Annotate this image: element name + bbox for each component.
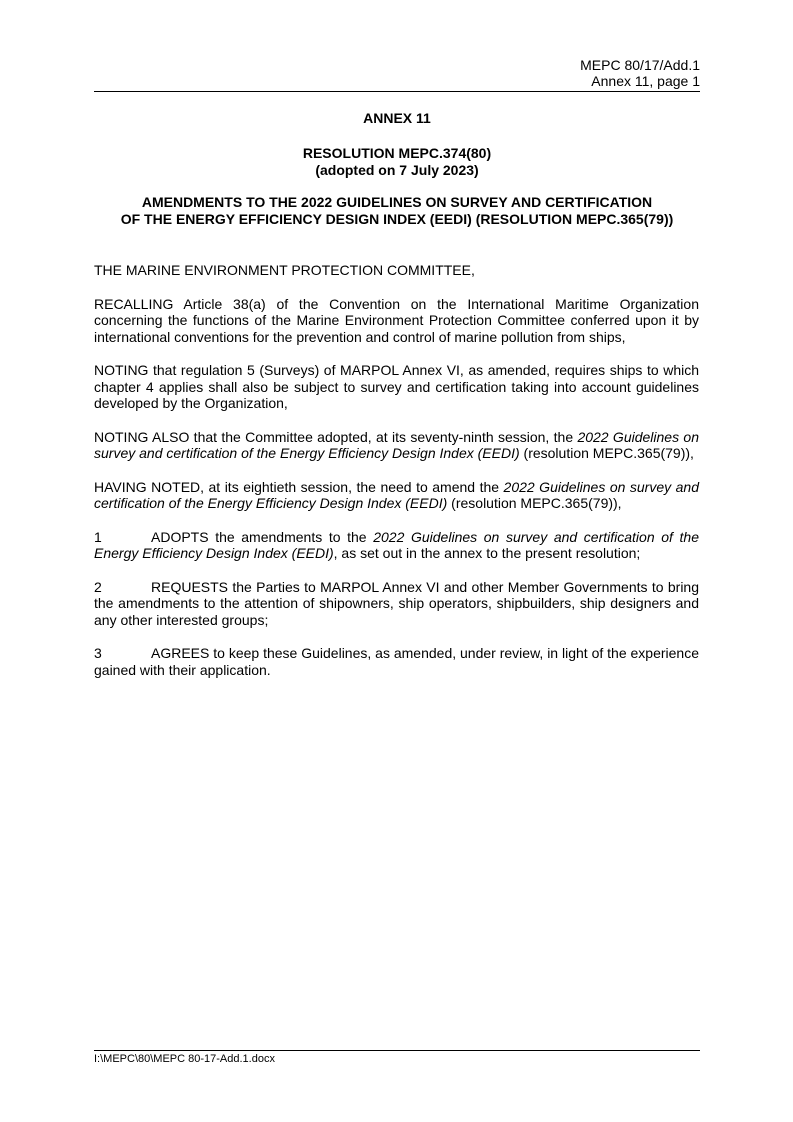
- paragraph-text: THE MARINE ENVIRONMENT PROTECTION COMMITTEE,: [94, 262, 475, 278]
- operative-paragraph: [94, 645, 699, 678]
- paragraph-text: AGREES to keep these Guidelines, as amended, under review, in light of the experience gained with their application.: [94, 645, 699, 678]
- preamble-paragraph: [94, 479, 699, 512]
- guidelines-title: 2022 Guidelines on survey and certification of the Energy Efficiency Design Index (EEDI): [94, 428, 699, 461]
- subject-heading: [94, 194, 700, 227]
- preamble-paragraph: [94, 429, 699, 462]
- guidelines-title: 2022 Guidelines on survey and certification of the Energy Efficiency Design Index (EEDI): [94, 478, 699, 511]
- paragraph-text: NOTING that regulation 5 (Surveys) of MARPOL Annex VI, as amended, requires ships to which chapter 4 applies shall also be subject to survey and certification taking into account guidelines developed by the Organization,: [94, 362, 699, 411]
- paragraph-number: 3: [94, 645, 102, 661]
- subject-line-2: OF THE ENERGY EFFICIENCY DESIGN INDEX (EEDI) (RESOLUTION MEPC.365(79)): [120, 210, 674, 227]
- footer-rule: [94, 1050, 700, 1051]
- preamble-paragraph: [94, 362, 699, 412]
- preamble-paragraph: [94, 262, 699, 279]
- operative-paragraph: [94, 529, 699, 562]
- paragraph-text: , as set out in the annex to the present resolution;: [333, 545, 641, 561]
- operative-paragraph: [94, 579, 699, 629]
- paragraph-text: REQUESTS the Parties to MARPOL Annex VI and other Member Governments to bring the amendments to the attention of shipowners, ship operators, shipbuilders, ship designers and any other interested groups;: [94, 578, 699, 628]
- resolution-body: [94, 262, 699, 695]
- paragraph-text: RECALLING Article 38(a) of the Convention on the International Maritime Organization concerning the functions of the Marine Environment Protection Committee conferred upon it by international conventions for the prevention and control of marine pollution from ships,: [94, 295, 699, 345]
- adoption-date: (adopted on 7 July 2023): [315, 161, 479, 178]
- page-reference: Annex 11, page 1: [591, 73, 700, 89]
- paragraph-number: 1: [94, 528, 102, 545]
- paragraph-number: 2: [94, 578, 102, 595]
- resolution-heading: [94, 145, 700, 178]
- document-reference: MEPC 80/17/Add.1: [580, 57, 700, 73]
- paragraph-text: (resolution MEPC.365(79)),: [447, 495, 622, 511]
- paragraph-text: ADOPTS the amendments to the: [151, 528, 374, 545]
- footer-file-path: I:\MEPC\80\MEPC 80-17-Add.1.docx: [94, 1053, 275, 1065]
- resolution-title: RESOLUTION MEPC.374(80): [302, 145, 492, 161]
- paragraph-text: NOTING ALSO that the Committee adopted, at its seventy-ninth session, the: [94, 428, 578, 445]
- preamble-paragraph: [94, 296, 699, 346]
- paragraph-text: (resolution MEPC.365(79)),: [519, 445, 694, 461]
- guidelines-title: 2022 Guidelines on survey and certification of the Energy Efficiency Design Index (EEDI): [94, 528, 699, 561]
- page-header: [94, 57, 700, 89]
- annex-title: ANNEX 11: [363, 110, 431, 126]
- paragraph-text: HAVING NOTED, at its eightieth session, the need to amend the: [94, 478, 504, 495]
- subject-line-1: AMENDMENTS TO THE 2022 GUIDELINES ON SURVEY AND CERTIFICATION: [141, 194, 653, 210]
- header-rule: [94, 91, 700, 92]
